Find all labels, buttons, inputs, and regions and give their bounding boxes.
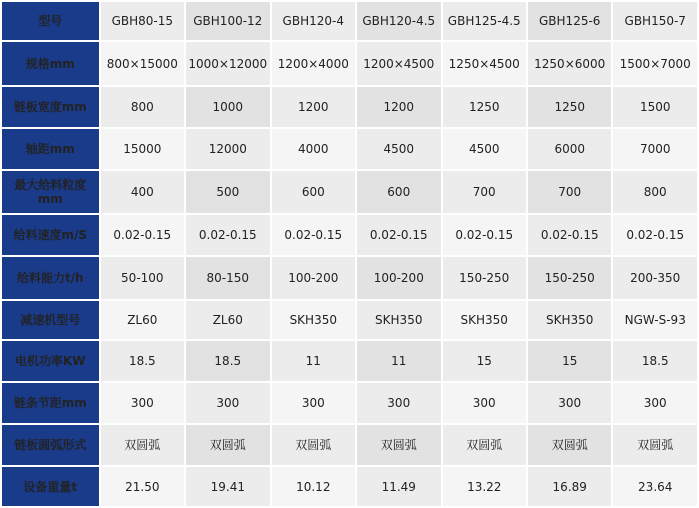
table-row — [2, 383, 697, 423]
model-cell: GBH125-4.5 — [443, 2, 526, 40]
table-cell: 双圆弧 — [272, 425, 355, 465]
table-cell: 300 — [357, 383, 440, 423]
table-row — [2, 87, 697, 127]
table-cell: NGW-S-93 — [613, 301, 697, 339]
table-cell: 80-150 — [186, 257, 269, 299]
table-cell: 13.22 — [443, 467, 526, 506]
table-cell: 1250 — [443, 87, 526, 127]
table-cell: 300 — [101, 383, 184, 423]
table-cell: 500 — [186, 171, 269, 213]
table-cell: 800 — [613, 171, 697, 213]
row-label: 减速机型号 — [2, 301, 99, 339]
table-cell: 0.02-0.15 — [272, 215, 355, 255]
table-cell: 0.02-0.15 — [613, 215, 697, 255]
row-label: 链条节距mm — [2, 383, 99, 423]
table-cell: 双圆弧 — [186, 425, 269, 465]
model-cell: GBH120-4.5 — [357, 2, 440, 40]
table-cell: 1250 — [528, 87, 611, 127]
table-cell: 11.49 — [357, 467, 440, 506]
model-cell: GBH125-6 — [528, 2, 611, 40]
table-cell: 50-100 — [101, 257, 184, 299]
table-cell: 700 — [443, 171, 526, 213]
table-cell: 18.5 — [613, 341, 697, 381]
table-cell: 双圆弧 — [101, 425, 184, 465]
table-cell: SKH350 — [357, 301, 440, 339]
table-cell: 150-250 — [528, 257, 611, 299]
table-cell: SKH350 — [443, 301, 526, 339]
row-label-model: 型号 — [2, 2, 99, 40]
table-cell: 800 — [101, 87, 184, 127]
table-cell: 300 — [613, 383, 697, 423]
table-cell: 4500 — [357, 129, 440, 169]
row-label: 轴距mm — [2, 129, 99, 169]
table-cell: 10.12 — [272, 467, 355, 506]
table-cell: ZL60 — [101, 301, 184, 339]
model-cell: GBH100-12 — [186, 2, 269, 40]
table-cell: 18.5 — [186, 341, 269, 381]
table-cell: 0.02-0.15 — [528, 215, 611, 255]
table-cell: 15000 — [101, 129, 184, 169]
table-cell: 0.02-0.15 — [357, 215, 440, 255]
table-cell: 1200 — [272, 87, 355, 127]
row-label: 规格mm — [2, 42, 99, 85]
table-cell: 1200×4000 — [272, 42, 355, 85]
table-cell: 1000×12000 — [186, 42, 269, 85]
table-cell: 400 — [101, 171, 184, 213]
table-cell: 18.5 — [101, 341, 184, 381]
table-cell: 4000 — [272, 129, 355, 169]
table-cell: 0.02-0.15 — [186, 215, 269, 255]
table-cell: 0.02-0.15 — [443, 215, 526, 255]
table-cell: 12000 — [186, 129, 269, 169]
model-row — [2, 2, 697, 40]
table-row — [2, 129, 697, 169]
table-cell: 双圆弧 — [613, 425, 697, 465]
table-cell: SKH350 — [528, 301, 611, 339]
table-cell: 7000 — [613, 129, 697, 169]
row-label: 给料能力t/h — [2, 257, 99, 299]
row-label: 电机功率KW — [2, 341, 99, 381]
table-cell: 1250×4500 — [443, 42, 526, 85]
row-label: 链板宽度mm — [2, 87, 99, 127]
table-cell: 300 — [528, 383, 611, 423]
table-cell: SKH350 — [272, 301, 355, 339]
table-row — [2, 171, 697, 213]
table-cell: 800×15000 — [101, 42, 184, 85]
table-row — [2, 341, 697, 381]
model-cell: GBH80-15 — [101, 2, 184, 40]
table-row — [2, 425, 697, 465]
table-cell: 1500×7000 — [613, 42, 697, 85]
table-row — [2, 467, 697, 506]
table-cell: 300 — [186, 383, 269, 423]
table-cell: 1200×4500 — [357, 42, 440, 85]
table-cell: 19.41 — [186, 467, 269, 506]
table-cell: 15 — [443, 341, 526, 381]
table-cell: 21.50 — [101, 467, 184, 506]
table-cell: 0.02-0.15 — [101, 215, 184, 255]
row-label: 给料速度m/S — [2, 215, 99, 255]
table-cell: 4500 — [443, 129, 526, 169]
row-label: 最大给料粒度mm — [2, 171, 99, 213]
table-cell: 11 — [272, 341, 355, 381]
table-cell: 双圆弧 — [443, 425, 526, 465]
table-cell: 100-200 — [357, 257, 440, 299]
table-cell: 23.64 — [613, 467, 697, 506]
table-cell: 1250×6000 — [528, 42, 611, 85]
table-row — [2, 257, 697, 299]
table-cell: 15 — [528, 341, 611, 381]
table-cell: 11 — [357, 341, 440, 381]
table-cell: 300 — [272, 383, 355, 423]
table-cell: 1000 — [186, 87, 269, 127]
model-cell: GBH120-4 — [272, 2, 355, 40]
table-cell: 200-350 — [613, 257, 697, 299]
table-row — [2, 42, 697, 85]
table-row — [2, 301, 697, 339]
table-cell: 1500 — [613, 87, 697, 127]
table-cell: 600 — [357, 171, 440, 213]
table-row — [2, 215, 697, 255]
row-label: 链板圆弧形式 — [2, 425, 99, 465]
table-cell: 300 — [443, 383, 526, 423]
table-cell: 双圆弧 — [528, 425, 611, 465]
model-cell: GBH150-7 — [613, 2, 697, 40]
row-label: 设备重量t — [2, 467, 99, 506]
table-cell: ZL60 — [186, 301, 269, 339]
table-cell: 1200 — [357, 87, 440, 127]
table-cell: 700 — [528, 171, 611, 213]
table-cell: 600 — [272, 171, 355, 213]
table-cell: 150-250 — [443, 257, 526, 299]
table-cell: 双圆弧 — [357, 425, 440, 465]
table-cell: 6000 — [528, 129, 611, 169]
table-cell: 16.89 — [528, 467, 611, 506]
table-cell: 100-200 — [272, 257, 355, 299]
